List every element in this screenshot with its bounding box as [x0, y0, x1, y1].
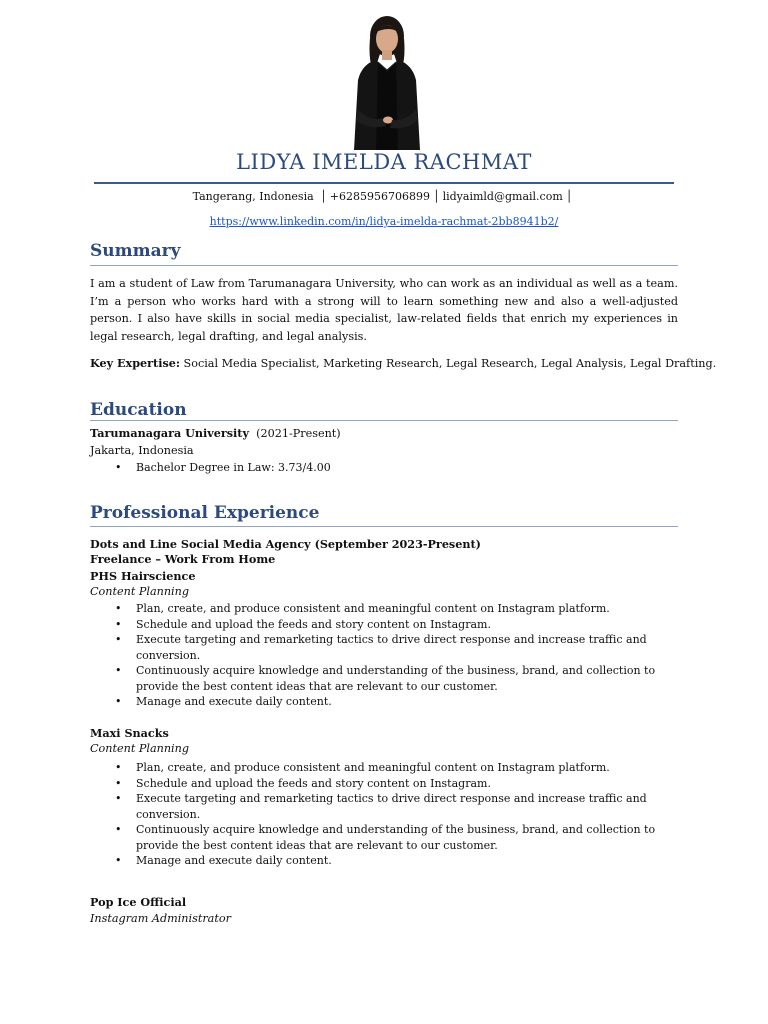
- work-mode: Freelance – Work From Home: [90, 552, 276, 566]
- key-expertise: [90, 356, 716, 370]
- education-school-line: [90, 426, 341, 440]
- list-item: • Plan, create, and produce consistent and meaningful content on Instagram platform.: [90, 760, 680, 776]
- name-divider: [94, 182, 674, 184]
- list-item: • Manage and execute daily content.: [90, 853, 680, 869]
- summary-text: I am a student of Law from Tarumanagara University, who can work as an individual as well as a team. I’m a person who works hard with a strong will to learn something new and also a well-adjusted person. I also have skills in social media specialist, law-related fields that enrich my experiences in legal research, legal drafting, and legal analysis.: [90, 277, 678, 343]
- separator: │: [565, 190, 573, 203]
- key-expertise-label: Key Expertise:: [90, 356, 180, 370]
- client-name: Maxi Snacks: [90, 726, 169, 740]
- education-divider: [90, 420, 678, 421]
- experience-heading: Professional Experience: [90, 503, 320, 523]
- list-item: • Bachelor Degree in Law: 3.73/4.00: [90, 460, 680, 476]
- key-expertise-text: Social Media Specialist, Marketing Research, Legal Research, Legal Analysis, Legal Drafting.: [180, 357, 717, 370]
- school-years: (2021-Present): [256, 427, 341, 440]
- list-item: • Manage and execute daily content.: [90, 694, 680, 710]
- list-item: • Continuously acquire knowledge and understanding of the business, brand, and collection to provide the best content ideas that are relevant to our customer.: [90, 822, 680, 853]
- email-text: lidyaimld@gmail.com: [442, 190, 563, 203]
- client-duties-list: [90, 601, 680, 710]
- client-role: Content Planning: [90, 585, 190, 598]
- list-item: • Schedule and upload the feeds and story content on Instagram.: [90, 617, 680, 633]
- client-role: Content Planning: [90, 742, 190, 755]
- client-duties-list: [90, 760, 680, 869]
- education-list: [90, 460, 680, 476]
- list-item: • Continuously acquire knowledge and understanding of the business, brand, and collection to provide the best content ideas that are relevant to our customer.: [90, 663, 680, 694]
- education-heading: Education: [90, 400, 187, 420]
- summary-heading: Summary: [90, 241, 181, 261]
- summary-divider: [90, 265, 678, 266]
- client-role: Instagram Administrator: [90, 912, 231, 925]
- client-name: PHS Hairscience: [90, 569, 196, 583]
- location-text: Tangerang, Indonesia: [192, 190, 314, 203]
- contact-line: [0, 190, 768, 203]
- school-name: Tarumanagara University: [90, 426, 249, 440]
- school-city: Jakarta, Indonesia: [90, 444, 194, 457]
- separator: │: [432, 190, 440, 203]
- list-item: • Execute targeting and remarketing tactics to drive direct response and increase traffic and conversion.: [90, 632, 680, 663]
- linkedin-line: [0, 215, 768, 228]
- client-name: Pop Ice Official: [90, 895, 187, 909]
- profile-photo: [340, 10, 434, 150]
- company-line: Dots and Line Social Media Agency (September 2023-Present): [90, 537, 481, 551]
- separator: │: [320, 190, 327, 203]
- list-item: • Plan, create, and produce consistent and meaningful content on Instagram platform.: [90, 601, 680, 617]
- candidate-name: LIDYA IMELDA RACHMAT: [236, 150, 532, 174]
- linkedin-link[interactable]: https://www.linkedin.com/in/lidya-imelda-rachmat-2bb8941b2/: [209, 215, 559, 228]
- list-item: • Execute targeting and remarketing tactics to drive direct response and increase traffic and conversion.: [90, 791, 680, 822]
- phone-text: +6285956706899: [329, 190, 430, 203]
- list-item: • Schedule and upload the feeds and story content on Instagram.: [90, 776, 680, 792]
- experience-divider: [90, 526, 678, 527]
